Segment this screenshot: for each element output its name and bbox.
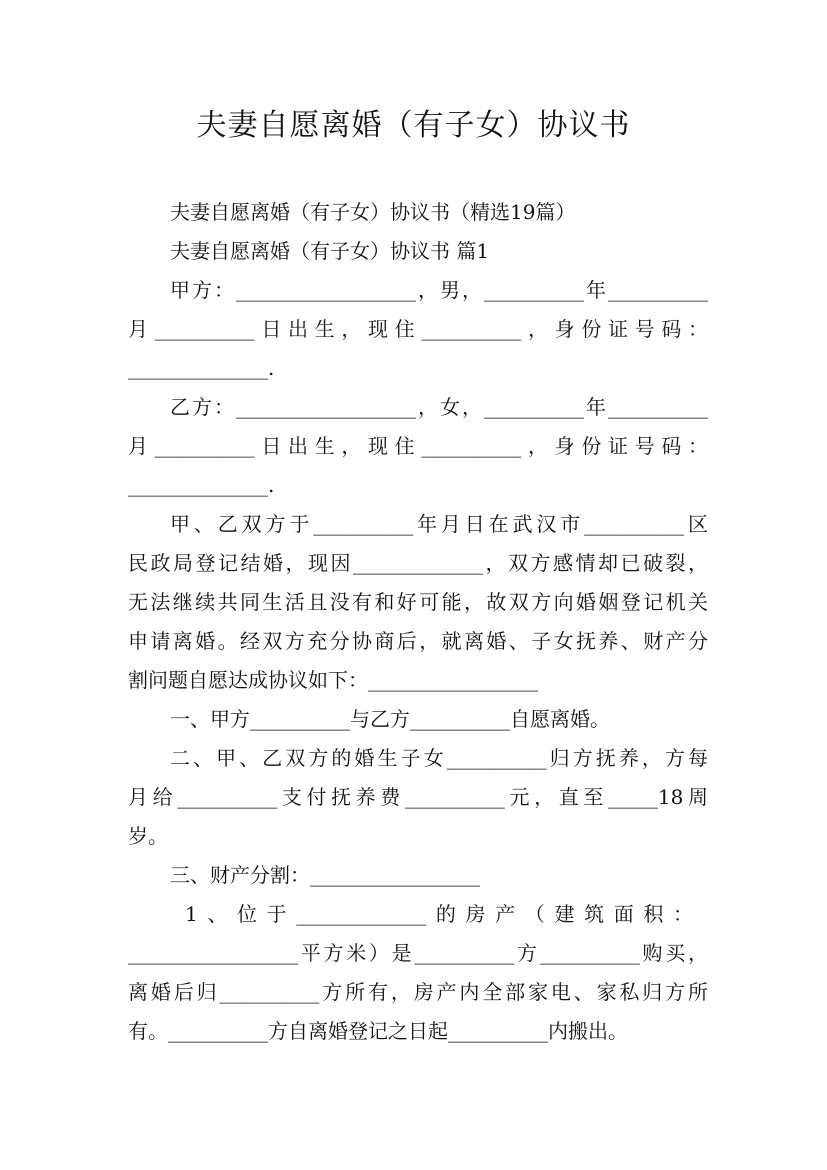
clause-one: 一、甲方__________与乙方__________自愿离婚。 — [170, 707, 610, 731]
clause-three: 三、财产分割：_________________ — [170, 863, 480, 887]
party-a-line-1: 甲方：__________________，男，__________年__________ — [170, 278, 708, 302]
party-b-line-2: 月__________日出生，现住__________，身份证号码： — [128, 434, 708, 458]
document-title: 夫妻自愿离婚（有子女）协议书 — [196, 108, 631, 143]
property-line-3: 离婚后归__________方所有，房产内全部家电、家私归方所 — [128, 980, 708, 1004]
party-a-line-3: ______________. — [128, 356, 275, 380]
clause-two-line-1: 二、甲、乙双方的婚生子女__________归方抚养，方每 — [170, 746, 708, 770]
paragraph-line: 申请离婚。经双方充分协商后，就离婚、子女抚养、财产分 — [128, 629, 708, 653]
paragraph-line: 无法继续共同生活且没有和好可能，故双方向婚姻登记机关 — [128, 590, 708, 614]
party-a-line-2: 月__________日出生，现住__________，身份证号码： — [128, 317, 708, 341]
property-line-1: 1、位于_____________的房产（建筑面积： — [185, 902, 693, 926]
paragraph-line: 割问题自愿达成协议如下：_________________ — [128, 668, 538, 692]
section-heading: 夫妻自愿离婚（有子女）协议书 篇1 — [170, 239, 490, 263]
clause-two-line-3: 岁。 — [128, 824, 168, 848]
party-b-line-3: ______________. — [128, 473, 275, 497]
subtitle-line: 夫妻自愿离婚（有子女）协议书（精选19篇） — [170, 200, 576, 224]
paragraph-line: 甲、乙双方于__________年月日在武汉市__________区 — [170, 512, 708, 536]
property-line-2: _________________平方米）是__________方__________购买， — [128, 941, 708, 965]
party-b-line-1: 乙方：__________________，女，__________年__________ — [170, 395, 708, 419]
paragraph-line: 民政局登记结婚，现因_____________，双方感情却已破裂， — [128, 551, 708, 575]
property-line-4: 有。__________方自离婚登记之日起__________内搬出。 — [128, 1019, 628, 1043]
clause-two-line-2: 月给__________支付抚养费__________元，直至_____18周 — [128, 785, 708, 809]
